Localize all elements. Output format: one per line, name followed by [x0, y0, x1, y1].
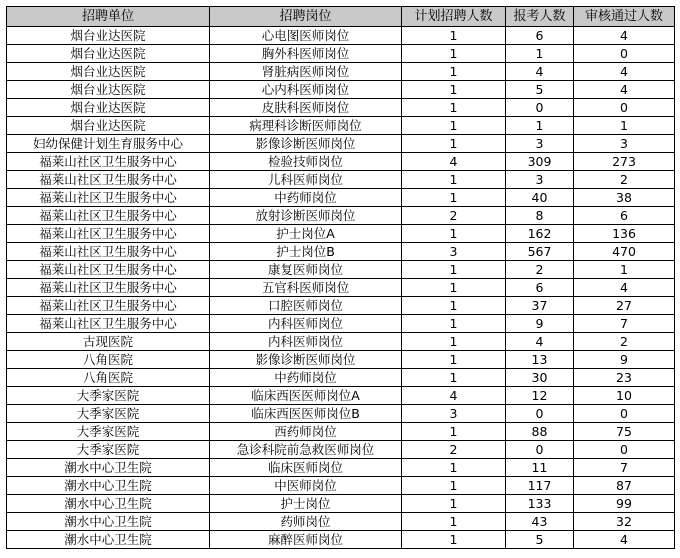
cell-approved: 2 [574, 333, 675, 351]
header-applicants: 报考人数 [506, 7, 574, 27]
cell-position: 检验技师岗位 [210, 153, 402, 171]
cell-unit: 福莱山社区卫生服务中心 [7, 297, 210, 315]
table-row [7, 135, 675, 153]
table-row [7, 81, 675, 99]
cell-planned: 3 [402, 405, 506, 423]
cell-approved: 1 [574, 261, 675, 279]
table-row [7, 459, 675, 477]
table-row [7, 27, 675, 45]
cell-unit: 烟台业达医院 [7, 45, 210, 63]
cell-unit: 古现医院 [7, 333, 210, 351]
cell-position: 药师岗位 [210, 513, 402, 531]
cell-position: 护士岗位B [210, 243, 402, 261]
cell-unit: 福莱山社区卫生服务中心 [7, 243, 210, 261]
cell-applicants: 8 [506, 207, 574, 225]
cell-position: 西药师岗位 [210, 423, 402, 441]
cell-planned: 1 [402, 351, 506, 369]
cell-approved: 87 [574, 477, 675, 495]
cell-approved: 0 [574, 405, 675, 423]
cell-planned: 1 [402, 261, 506, 279]
cell-applicants: 37 [506, 297, 574, 315]
cell-planned: 1 [402, 477, 506, 495]
cell-position: 康复医师岗位 [210, 261, 402, 279]
cell-applicants: 309 [506, 153, 574, 171]
cell-unit: 潮水中心卫生院 [7, 495, 210, 513]
cell-approved: 27 [574, 297, 675, 315]
cell-approved: 273 [574, 153, 675, 171]
cell-position: 五官科医师岗位 [210, 279, 402, 297]
cell-approved: 6 [574, 207, 675, 225]
header-unit: 招聘单位 [7, 7, 210, 27]
cell-unit: 福莱山社区卫生服务中心 [7, 153, 210, 171]
table-row [7, 45, 675, 63]
table-row [7, 63, 675, 81]
cell-applicants: 43 [506, 513, 574, 531]
cell-applicants: 3 [506, 171, 574, 189]
table-body [7, 27, 675, 549]
cell-planned: 1 [402, 297, 506, 315]
cell-applicants: 4 [506, 63, 574, 81]
cell-approved: 9 [574, 351, 675, 369]
cell-applicants: 6 [506, 27, 574, 45]
cell-planned: 1 [402, 513, 506, 531]
cell-position: 口腔医师岗位 [210, 297, 402, 315]
table-row [7, 369, 675, 387]
cell-unit: 大季家医院 [7, 387, 210, 405]
cell-position: 临床西医医师岗位B [210, 405, 402, 423]
cell-planned: 1 [402, 189, 506, 207]
cell-applicants: 40 [506, 189, 574, 207]
cell-planned: 2 [402, 441, 506, 459]
cell-applicants: 117 [506, 477, 574, 495]
header-planned: 计划招聘人数 [402, 7, 506, 27]
cell-approved: 1 [574, 117, 675, 135]
cell-position: 肾脏病医师岗位 [210, 63, 402, 81]
cell-approved: 0 [574, 99, 675, 117]
cell-planned: 1 [402, 315, 506, 333]
cell-applicants: 2 [506, 261, 574, 279]
cell-unit: 福莱山社区卫生服务中心 [7, 279, 210, 297]
cell-position: 皮肤科医师岗位 [210, 99, 402, 117]
cell-position: 心电图医师岗位 [210, 27, 402, 45]
cell-applicants: 133 [506, 495, 574, 513]
cell-unit: 烟台业达医院 [7, 63, 210, 81]
cell-unit: 潮水中心卫生院 [7, 477, 210, 495]
cell-position: 儿科医师岗位 [210, 171, 402, 189]
cell-applicants: 0 [506, 441, 574, 459]
cell-approved: 470 [574, 243, 675, 261]
cell-position: 中医师岗位 [210, 477, 402, 495]
cell-approved: 32 [574, 513, 675, 531]
cell-planned: 1 [402, 531, 506, 549]
cell-planned: 1 [402, 495, 506, 513]
cell-planned: 1 [402, 423, 506, 441]
table-row [7, 279, 675, 297]
cell-applicants: 30 [506, 369, 574, 387]
cell-planned: 4 [402, 153, 506, 171]
cell-planned: 4 [402, 387, 506, 405]
cell-approved: 38 [574, 189, 675, 207]
cell-unit: 福莱山社区卫生服务中心 [7, 225, 210, 243]
table-row [7, 405, 675, 423]
cell-planned: 1 [402, 45, 506, 63]
cell-planned: 1 [402, 99, 506, 117]
cell-planned: 3 [402, 243, 506, 261]
cell-applicants: 1 [506, 117, 574, 135]
cell-planned: 1 [402, 225, 506, 243]
cell-approved: 75 [574, 423, 675, 441]
table-row [7, 171, 675, 189]
table-row [7, 207, 675, 225]
table-row [7, 189, 675, 207]
table-row [7, 531, 675, 549]
table-row [7, 243, 675, 261]
cell-applicants: 0 [506, 405, 574, 423]
table-row [7, 495, 675, 513]
cell-approved: 2 [574, 171, 675, 189]
header-row [7, 7, 675, 27]
cell-planned: 2 [402, 207, 506, 225]
cell-unit: 烟台业达医院 [7, 117, 210, 135]
cell-unit: 八角医院 [7, 351, 210, 369]
cell-approved: 99 [574, 495, 675, 513]
cell-applicants: 88 [506, 423, 574, 441]
cell-planned: 1 [402, 63, 506, 81]
cell-applicants: 11 [506, 459, 574, 477]
cell-position: 放射诊断医师岗位 [210, 207, 402, 225]
cell-unit: 烟台业达医院 [7, 27, 210, 45]
cell-unit: 大季家医院 [7, 441, 210, 459]
cell-unit: 烟台业达医院 [7, 99, 210, 117]
cell-applicants: 5 [506, 531, 574, 549]
cell-unit: 潮水中心卫生院 [7, 513, 210, 531]
cell-position: 护士岗位 [210, 495, 402, 513]
cell-applicants: 3 [506, 135, 574, 153]
header-position: 招聘岗位 [210, 7, 402, 27]
cell-unit: 福莱山社区卫生服务中心 [7, 261, 210, 279]
cell-approved: 3 [574, 135, 675, 153]
cell-unit: 潮水中心卫生院 [7, 531, 210, 549]
cell-applicants: 5 [506, 81, 574, 99]
cell-planned: 1 [402, 459, 506, 477]
cell-unit: 妇幼保健计划生育服务中心 [7, 135, 210, 153]
cell-position: 影像诊断医师岗位 [210, 351, 402, 369]
table-row [7, 225, 675, 243]
cell-approved: 4 [574, 81, 675, 99]
cell-approved: 4 [574, 279, 675, 297]
cell-approved: 4 [574, 531, 675, 549]
cell-position: 影像诊断医师岗位 [210, 135, 402, 153]
cell-applicants: 162 [506, 225, 574, 243]
cell-position: 病理科诊断医师岗位 [210, 117, 402, 135]
cell-unit: 潮水中心卫生院 [7, 459, 210, 477]
table-row [7, 315, 675, 333]
table-row [7, 477, 675, 495]
cell-unit: 福莱山社区卫生服务中心 [7, 189, 210, 207]
cell-approved: 7 [574, 459, 675, 477]
cell-approved: 4 [574, 27, 675, 45]
table-row [7, 153, 675, 171]
table-row [7, 297, 675, 315]
cell-planned: 1 [402, 27, 506, 45]
cell-approved: 23 [574, 369, 675, 387]
cell-approved: 0 [574, 441, 675, 459]
cell-applicants: 0 [506, 99, 574, 117]
table-row [7, 99, 675, 117]
cell-applicants: 12 [506, 387, 574, 405]
cell-position: 急诊科院前急救医师岗位 [210, 441, 402, 459]
cell-planned: 1 [402, 279, 506, 297]
cell-planned: 1 [402, 117, 506, 135]
cell-planned: 1 [402, 81, 506, 99]
cell-position: 中药师岗位 [210, 189, 402, 207]
cell-position: 护士岗位A [210, 225, 402, 243]
header-approved: 审核通过人数 [574, 7, 675, 27]
recruitment-table [6, 6, 675, 549]
cell-applicants: 13 [506, 351, 574, 369]
table-row [7, 513, 675, 531]
cell-unit: 福莱山社区卫生服务中心 [7, 207, 210, 225]
cell-unit: 大季家医院 [7, 423, 210, 441]
table-row [7, 387, 675, 405]
cell-position: 临床西医医师岗位A [210, 387, 402, 405]
cell-position: 麻醉医师岗位 [210, 531, 402, 549]
cell-unit: 福莱山社区卫生服务中心 [7, 171, 210, 189]
cell-approved: 7 [574, 315, 675, 333]
cell-unit: 福莱山社区卫生服务中心 [7, 315, 210, 333]
table-row [7, 117, 675, 135]
cell-applicants: 567 [506, 243, 574, 261]
cell-position: 胸外科医师岗位 [210, 45, 402, 63]
cell-planned: 1 [402, 135, 506, 153]
cell-applicants: 4 [506, 333, 574, 351]
cell-approved: 10 [574, 387, 675, 405]
cell-position: 内科医师岗位 [210, 333, 402, 351]
cell-planned: 1 [402, 369, 506, 387]
cell-planned: 1 [402, 171, 506, 189]
cell-unit: 大季家医院 [7, 405, 210, 423]
table-row [7, 423, 675, 441]
cell-position: 临床医师岗位 [210, 459, 402, 477]
cell-position: 心内科医师岗位 [210, 81, 402, 99]
table-row [7, 441, 675, 459]
cell-applicants: 6 [506, 279, 574, 297]
cell-applicants: 1 [506, 45, 574, 63]
cell-approved: 0 [574, 45, 675, 63]
cell-approved: 136 [574, 225, 675, 243]
table-row [7, 333, 675, 351]
cell-position: 中药师岗位 [210, 369, 402, 387]
cell-approved: 4 [574, 63, 675, 81]
table-row [7, 351, 675, 369]
cell-planned: 1 [402, 333, 506, 351]
cell-unit: 烟台业达医院 [7, 81, 210, 99]
cell-applicants: 9 [506, 315, 574, 333]
cell-position: 内科医师岗位 [210, 315, 402, 333]
table-row [7, 261, 675, 279]
cell-unit: 八角医院 [7, 369, 210, 387]
